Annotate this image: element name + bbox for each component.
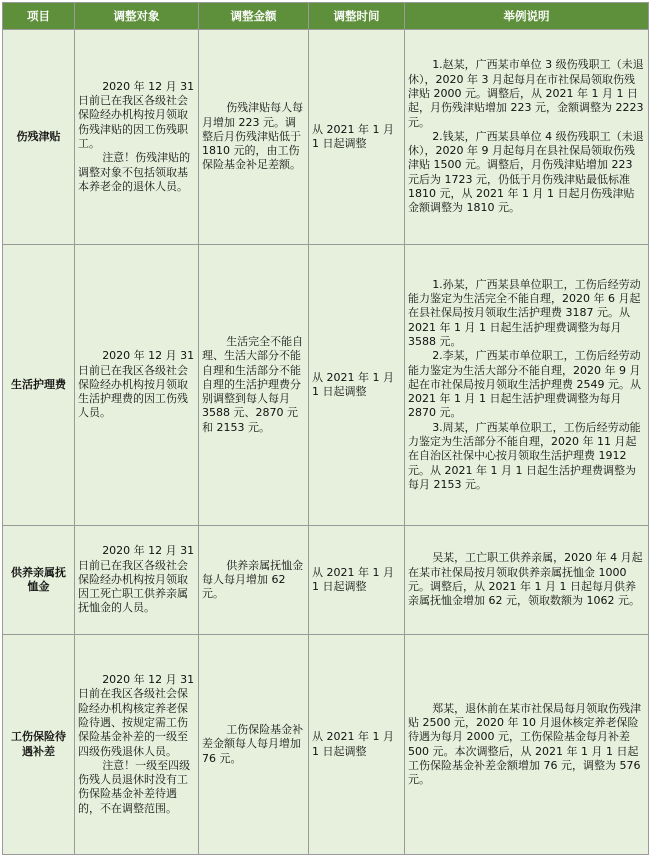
time-text: 从 2021 年 1 月 1 日起调整: [312, 565, 394, 593]
row-amount-cell: [199, 526, 309, 635]
row-target-cell: [75, 526, 199, 635]
row-time-cell: [309, 635, 405, 855]
table-row-benefit-supplement: [3, 635, 649, 855]
example-paragraph: 1.赵某，广西某市单位 3 级伤残职工（未退休），2020 年 3 月起每月在市社保局领取伤残津贴 2000 元。调整后，从 2021 年 1 月 1 日起，月伤残津贴增加 223 元，金额调整为 2223 元。: [408, 58, 644, 129]
header-example: 举例说明: [405, 3, 649, 30]
row-example-cell: [405, 30, 649, 245]
example-paragraph: 吴某，工亡职工供养亲属，2020 年 4 月起在某市社保局按月领取供养亲属抚恤金 1000 元。调整后，从 2021 年 1 月 1 日起每月供养亲属抚恤金增加 62 元，领取数额为 1062 元。: [408, 551, 643, 608]
row-amount-cell: [199, 30, 309, 245]
amount-text: 生活完全不能自理、生活大部分不能自理和生活部分不能自理的生活护理费分别调整到每人每月 3588 元、2870 元和 2153 元。: [202, 334, 304, 434]
amount-text: 供养亲属抚恤金每人每月增加 62 元。: [202, 558, 304, 601]
time-text: 从 2021 年 1 月 1 日起调整: [312, 122, 394, 150]
example-paragraph: 2.钱某，广西某县单位 4 级伤残职工（未退休），2020 年 9 月起每月在县社保局领取伤残津贴 1500 元。调整后，月伤残津贴增加 223 元后为 1723 元，仍低于月伤残津贴最低标准 1810 元，从 2021 年 1 月 1 日起月伤残津贴金额调整为 1810 元。: [408, 129, 644, 215]
table-row-dependent-pension: [3, 526, 649, 635]
row-time-cell: [309, 30, 405, 245]
target-note: 注意！伤残津贴的调整对象不包括领取基本养老金的退休人员。: [78, 151, 191, 193]
row-target-cell: [75, 30, 199, 245]
header-item: 项目: [3, 3, 75, 30]
row-item-label: 工伤保险待遇补差: [3, 635, 75, 855]
target-paragraph: 2020 年 12 月 31 日前已在我区各级社会保险经办机构按月领取生活护理费的因工伤残人员。: [78, 349, 195, 420]
adjustment-table: [2, 2, 649, 855]
row-target-cell: [75, 635, 199, 855]
row-item-label: 供养亲属抚恤金: [3, 526, 75, 635]
target-note: 注意！一级至四级伤残人员退休时没有工伤保险基金补差待遇的，不在调整范围。: [78, 758, 191, 815]
row-amount-cell: [199, 245, 309, 526]
row-time-cell: [309, 526, 405, 635]
table-row-nursing-fee: [3, 245, 649, 526]
example-paragraph: 3.周某，广西某单位职工，工伤后经劳动能力鉴定为生活部分不能自理，2020 年 11 月起在自治区社保中心按月领取生活护理费 1912 元。从 2021 年 1 月 1 日起生活护理费调整为每月 2153 元。: [408, 420, 641, 491]
row-example-cell: [405, 526, 649, 635]
amount-text: 伤残津贴每人每月增加 223 元。调整后月伤残津贴低于 1810 元的，由工伤保险基金补足差额。: [202, 101, 304, 172]
header-amount: 调整金额: [199, 3, 309, 30]
header-time: 调整时间: [309, 3, 405, 30]
row-item-label: 伤残津贴: [3, 30, 75, 245]
amount-text: 工伤保险基金补差金额每人每月增加 76 元。: [202, 723, 304, 765]
row-time-cell: [309, 245, 405, 526]
row-example-cell: [405, 245, 649, 526]
target-paragraph: 2020 年 12 月 31 日前已在我区各级社会保险经办机构按月领取伤残津贴的因工伤残职工。: [78, 79, 195, 150]
time-text: 从 2021 年 1 月 1 日起调整: [312, 370, 394, 398]
example-paragraph: 郑某，退休前在某市社保局每月领取伤残津贴 2500 元，2020 年 10 月退休核定养老保险待遇为每月 2000 元，工伤保险基金每月补差 500 元。本次调整后，从 2021 年 1 月 1 日起工伤保险基金补差金额增加 76 元，调整为 576 元。: [408, 701, 642, 787]
example-paragraph: 2.李某，广西某市单位职工，工伤后经劳动能力鉴定为生活大部分不能自理，2020 年 9 月起在市社保局按月领取生活护理费 2549 元。从 2021 年 1 月 1 日起生活护理费调整为每月 2870 元。: [408, 349, 641, 420]
row-amount-cell: [199, 635, 309, 855]
target-paragraph: 2020 年 12 月 31 日前已在我区各级社会保险经办机构按月领取因工死亡职工供养亲属抚恤金的人员。: [78, 544, 195, 615]
header-row: [3, 3, 649, 30]
header-target: 调整对象: [75, 3, 199, 30]
row-target-cell: [75, 245, 199, 526]
example-paragraph: 1.孙某，广西某县单位职工，工伤后经劳动能力鉴定为生活完全不能自理，2020 年 6 月起在县社保局按月领取生活护理费 3187 元。从 2021 年 1 月 1 日起生活护理费调整为每月 3588 元。: [408, 277, 641, 348]
time-text: 从 2021 年 1 月 1 日起调整: [312, 730, 394, 758]
table-row-disability-allowance: [3, 30, 649, 245]
target-paragraph: 2020 年 12 月 31 日前在我区各级社会保险经办机构核定养老保险待遇、按规定需工伤保险基金补差的一级至四级伤残退休人员。: [78, 673, 195, 758]
row-item-label: 生活护理费: [3, 245, 75, 526]
row-example-cell: [405, 635, 649, 855]
